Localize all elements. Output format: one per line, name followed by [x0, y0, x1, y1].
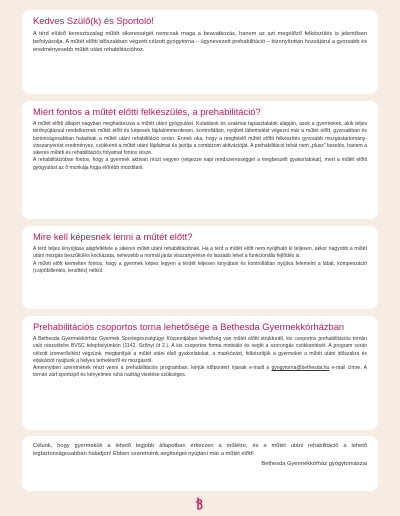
group-p2-after: e-mail címre. A tornán zárt sportcipő és kényelmes ruhá nadrág viselése szükséges.	[33, 365, 367, 379]
when-paragraph-1: A térd teljes kinyújtása alapfeltétele a sikeres műtét utáni rehabilitációnak. Ha a térd a műtét előtt nem nyújtható ki teljesen, akkor nagyobb a műtét utáni mozgás beszűkülés kockázata, nehezebb a normál járás visszanyerése és lassabb lehet a funkcionális fejlődés is.	[33, 246, 367, 260]
group-p2-before: Amennyiben szeretnének részt venni a prehabilitációs programban, kérjük időpontért írjanak e-mailt a	[33, 365, 272, 372]
intro-card	[22, 10, 378, 94]
when-title: Mire kell képesnek lenni a műtét előtt?	[33, 231, 193, 242]
why-card	[22, 101, 378, 219]
group-paragraph-1: A Bethesda Gyermekkórház Gyermek Sportegészségügyi Központjában lehetőség van műtét előtti strukturált, kis csoportos prehabilitációs tornán való részvételre BVSC telephelyünkön (1142, Szőnyi út 2.). A kis csoportos forma motiváló és segíti a szorongás csökkentését. A program során célzott izomerősítést végzünk, megtanítjuk a műtét utáni első gyakorlatokat, a mankózást, felkészítjük a gyermeket a műtét utáni időszakra és edukációt nyújtunk a helyes terhelésről és mozgásról.	[33, 336, 367, 364]
group-paragraph-2	[33, 365, 367, 380]
closing-card	[22, 436, 378, 491]
bethesda-b-logo-icon	[193, 497, 207, 511]
group-card	[22, 316, 378, 430]
when-paragraph-2: A műtét előtt kiemelten fontos, hogy a gyermek képes legyen a térdét teljesen kinyújtani és kontrolláltan nyújtva felemelni a lábát, kompenzáció (csípőbillentés, lendítés) nélkül.	[33, 260, 367, 274]
why-title: Miért fontos a műtét előtti felkészülés, a prehabilitáció?	[33, 106, 261, 117]
group-title: Prehabilitációs csoportos torna lehetősége a Bethesda Gyermekkórházban	[33, 321, 345, 332]
intro-title: Kedves Szülő(k) és Sportoló!	[33, 15, 154, 26]
when-card	[22, 226, 378, 309]
why-paragraph-2: A rehabilitációban fontos, hogy a gyermek aktívan részt vegyen (végezze napi rendszerességgel a megbeszélt gyakorlatokat), mert a műtét előtti gyógyulást az ő munkája fogja előrébb mozdítani.	[33, 157, 367, 171]
closing-signature: Bethesda Gyermekkórház gyógytornászai	[261, 461, 367, 467]
closing-text: Célunk, hogy gyermekük a lehető legjobb állapotban érkezzen a műtétre, és a műtét utáni rehabilitáció a lehető legbiztonságosabban haladjon! Ebben szeretnénk segítséget nyújtani már a műtét előtt!	[33, 443, 367, 457]
email-link[interactable]: gyogytorna@bethesda.hu	[271, 365, 330, 372]
intro-text: A térd elülső keresztszalag műtét sikerességét nemcsak maga a beavatkozás, hanem az azt megelőző felkészülés is jelentősen befolyásolja. A műtét előtti időszakban végzett célzott gyógytorna – úgynevezett prehabilitáció – bizonyítottan hozzájárul a gyorsabb és eredményesebb műtét utáni rehabilitációhoz.	[33, 31, 367, 53]
why-paragraph-1: A műtét előtti állapot nagyban meghatározza a műtét utáni gyógyulást. Kutatások és szakmai tapasztalatok alapján, azok a gyermekek, akik teljes térdnyújtással rendelkeznek műtét előtt és képesek fájdalommentesen, kontrolláltan, nyújtott lábemelést végezni már a műtét előtt, gyorsabban és biztonságosabban haladnak a műtét utáni rehabilitáció során. Ennek oka, hogy a megfelelő műtét előtti felkészítés gyorsabb mozgástartomány-visszanyerést eredményez, csökkenti a műtét utáni fájdalmat és javítja a combizom aktivációját. A prehabilitáció tehát nem „plusz” kezelés, hanem a sikeres műtéti és rehabilitációs folyamat fontos része.	[33, 121, 367, 157]
